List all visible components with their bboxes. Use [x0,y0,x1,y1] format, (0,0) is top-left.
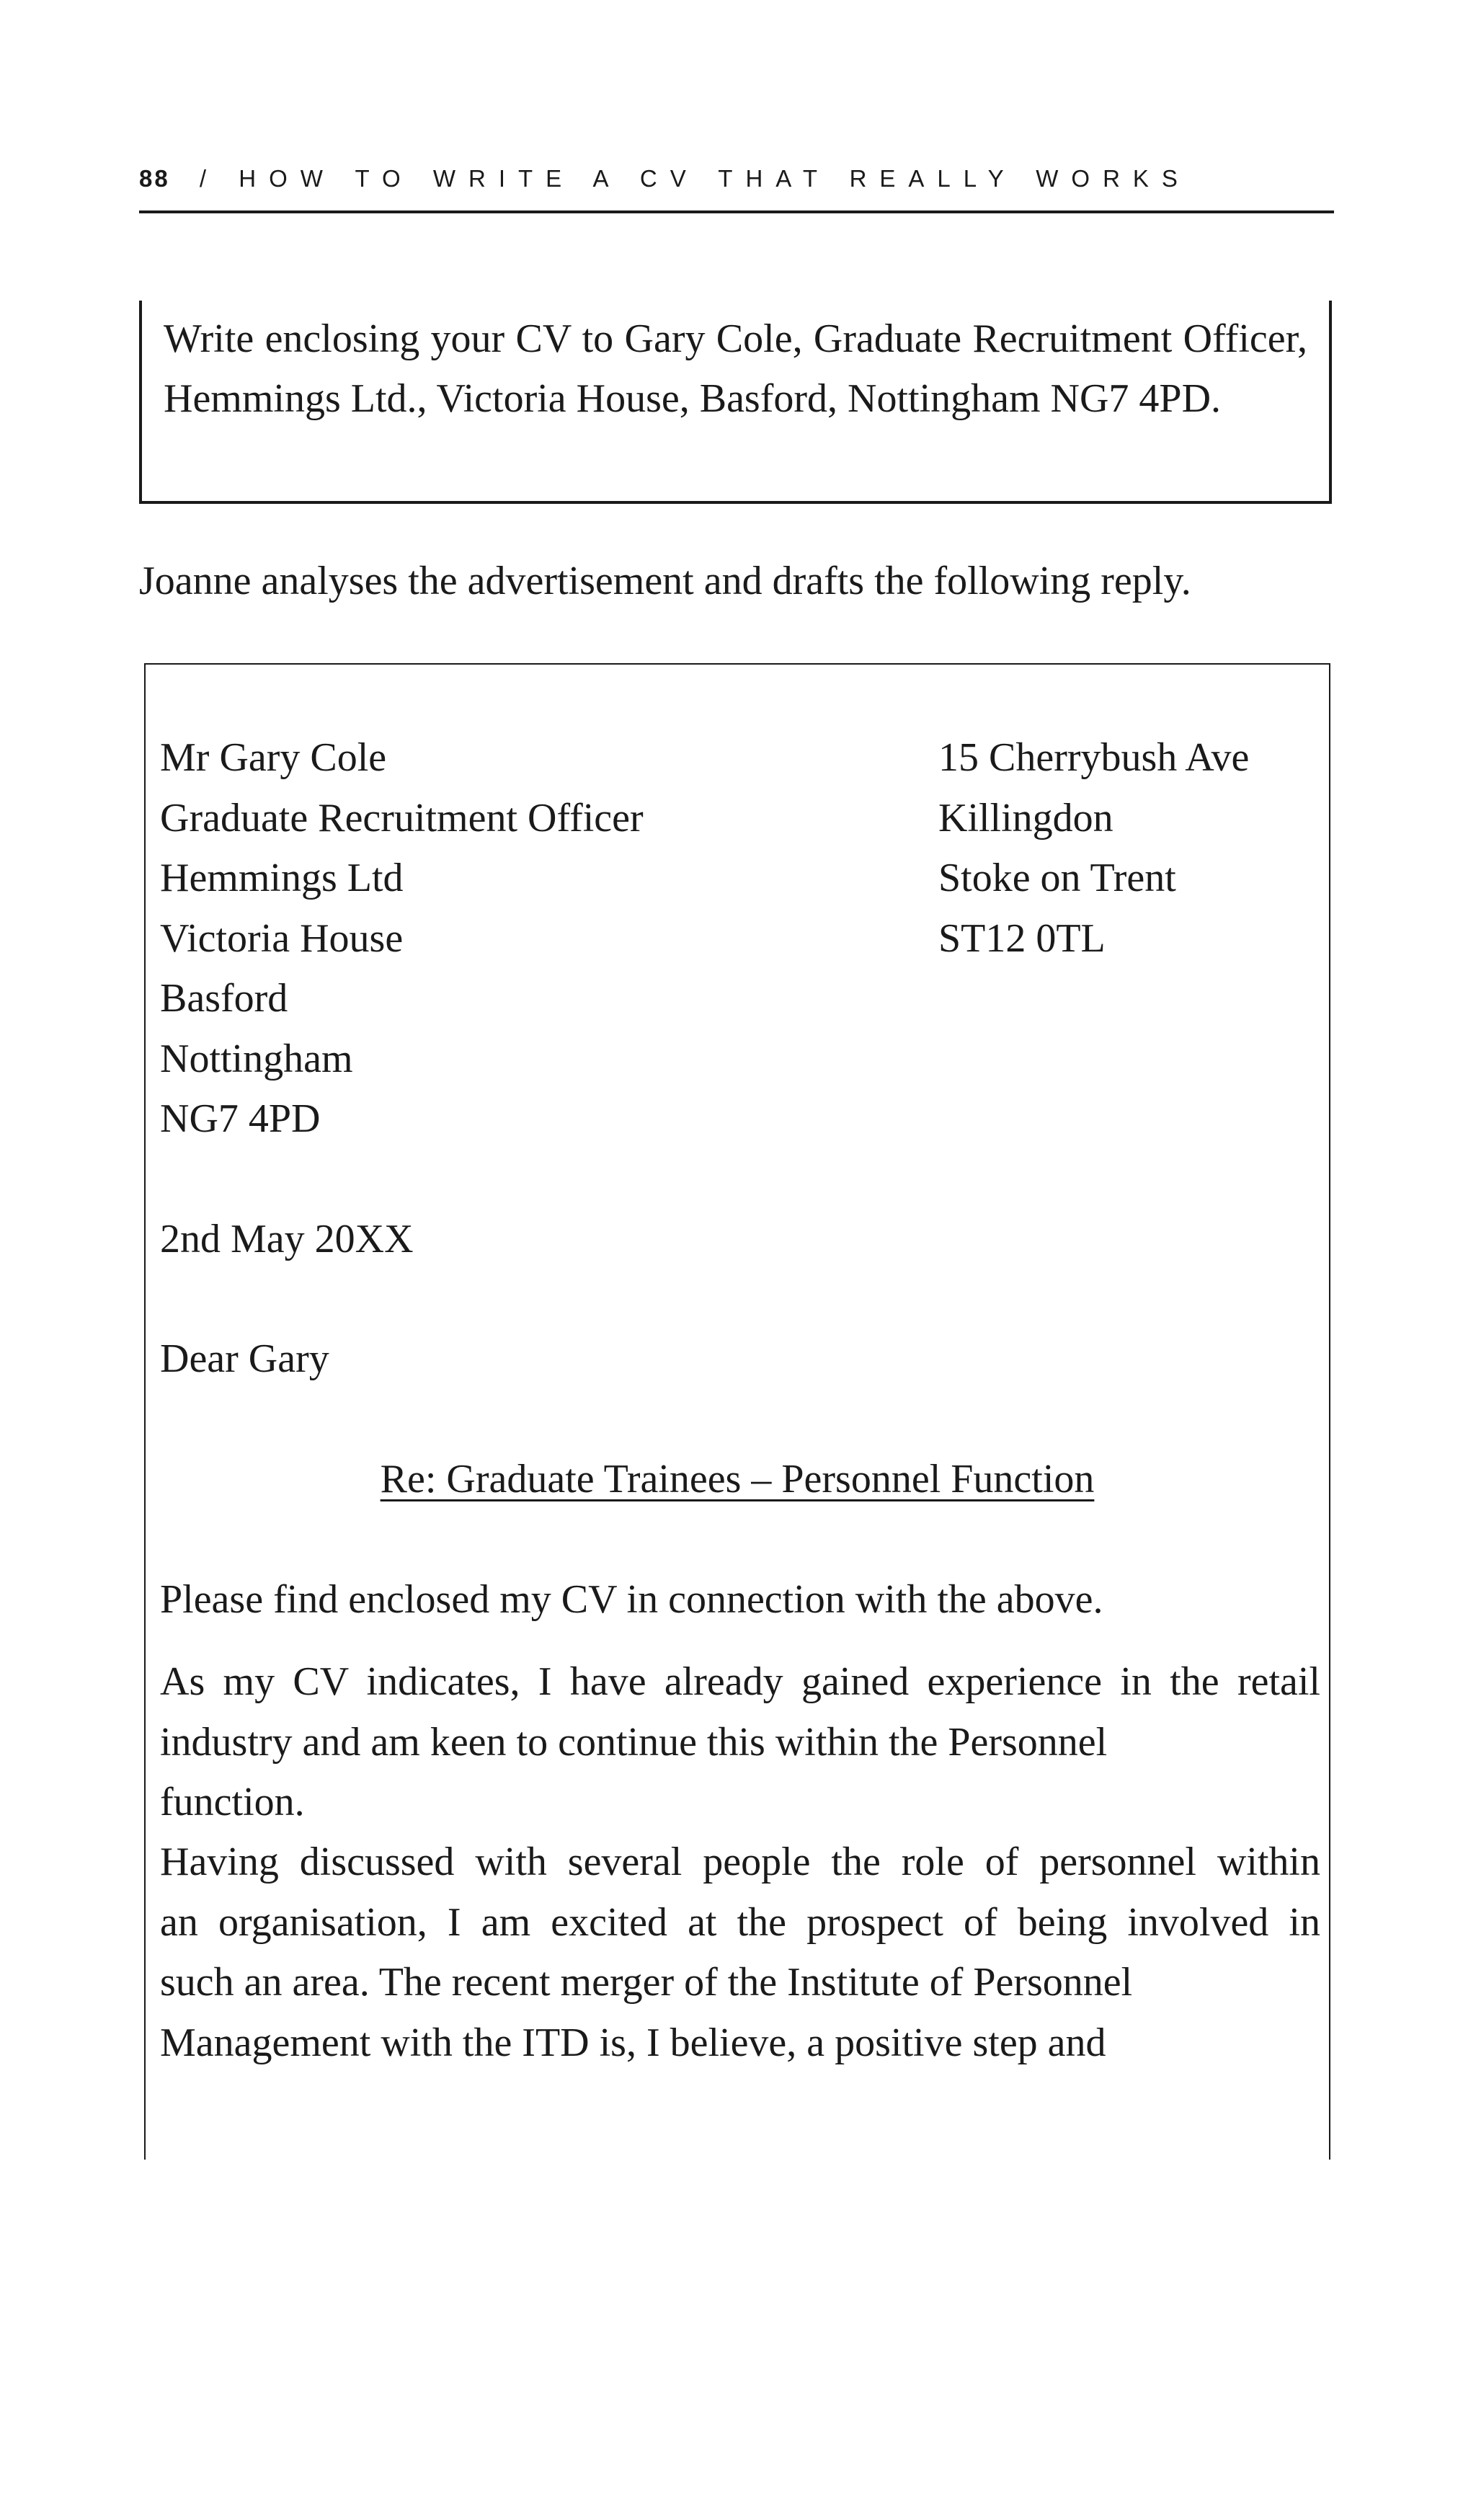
paragraph-line: As my CV indicates, I have already gained experience in the retail [160,1659,1320,1704]
paragraph-line: such an area. The recent merger of the Institute of Personnel [160,1960,1133,2005]
sender-line: Killingdon [938,795,1113,840]
recipient-line: Basford [160,976,288,1021]
sender-line: 15 Cherrybush Ave [938,735,1250,780]
paragraph-line: Having discussed with several people the role of personnel within [160,1840,1320,1884]
cover-letter [144,663,1330,2160]
recipient-line: Nottingham [160,1036,353,1081]
recipient-line: Victoria House [160,915,404,961]
subject-text: Re: Graduate Trainees – Personnel Function [380,1457,1095,1501]
page-number: 88 [139,165,170,192]
letter-paragraph-1: Please find enclosed my CV in connection with the above. [160,1577,1103,1622]
running-header [139,160,1334,213]
letter-paragraph-3 [160,1832,1320,2073]
intro-paragraph: Joanne analyses the advertisement and drafts the following reply. [139,559,1191,603]
sender-line: Stoke on Trent [938,856,1176,900]
letter-paragraph-2 [160,1652,1320,1833]
sender-line: ST12 0TL [938,915,1106,961]
recipient-line: Hemmings Ltd [160,856,404,900]
subject-line [146,1450,1329,1510]
recipient-line: Mr Gary Cole [160,735,387,780]
sender-address [938,728,1249,969]
recipient-line: NG7 4PD [160,1096,321,1141]
advertisement-box [139,301,1332,504]
book-title: HOW TO WRITE A CV THAT REALLY WORKS [239,165,1191,192]
paragraph-line: Management with the ITD is, I believe, a positive step and [160,2020,1106,2065]
paragraph-line: an organisation, I am excited at the prospect of being involved in [160,1899,1320,1945]
recipient-line: Graduate Recruitment Officer [160,795,644,840]
letter-date: 2nd May 20XX [160,1217,414,1261]
salutation: Dear Gary [160,1336,329,1381]
paragraph-line: function. [160,1780,305,1824]
advertisement-text: Write enclosing your CV to Gary Cole, Graduate Recruitment Officer, Hemmings Ltd., Victoria House, Basford, Nottingham NG7 4PD. [164,316,1307,421]
paragraph-line: industry and am keen to continue this within the Personnel [160,1719,1108,1765]
header-separator: / [199,165,220,192]
recipient-address [160,728,644,1150]
